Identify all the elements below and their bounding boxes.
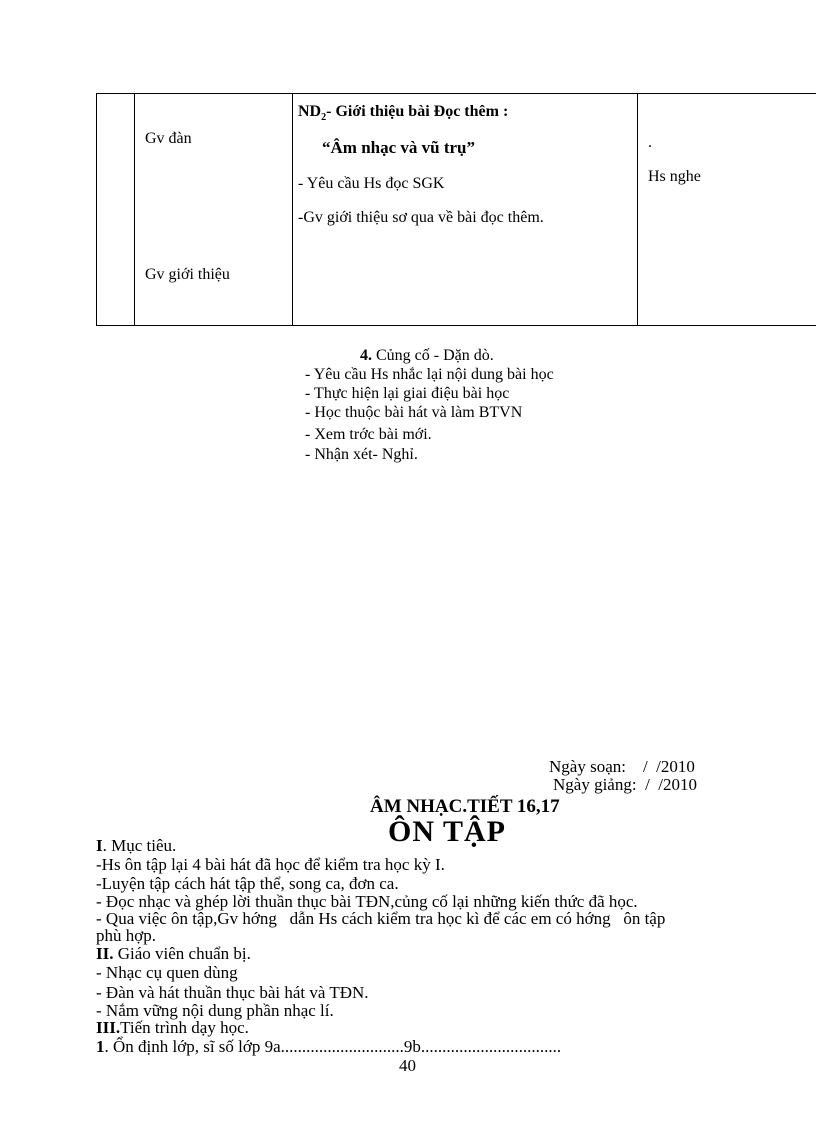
date-prepared: Ngày soạn: / /2010: [549, 757, 695, 776]
section-heading: I. Mục tiêu.: [96, 836, 177, 855]
list-item: - Đọc nhạc và ghép lời thuần thục bài TĐN,củng cố lại những kiến thức đã học.: [96, 892, 638, 911]
table-column-divider: [292, 93, 293, 326]
section-heading: III.Tiến trình dạy học.: [96, 1018, 249, 1037]
list-item: - Qua việc ôn tập,Gv hớng dẫn Hs cách kiểm tra học kì để các em có hớng ôn tập: [96, 909, 666, 928]
table-column-divider: [134, 93, 135, 326]
content-heading: $ND_2-$ Giới thiệu bài Đọc thêm :: [298, 103, 509, 124]
list-item: - Đàn và hát thuần thục bài hát và TĐN.: [96, 983, 369, 1002]
list-item: -Luyện tập cách hát tập thể, song ca, đơn ca.: [96, 874, 399, 893]
date-taught: Ngày giảng: / /2010: [553, 775, 698, 794]
student-action: Hs nghe: [648, 168, 701, 185]
page-number: 40: [399, 1056, 416, 1075]
lesson-title: ÂM NHẠC.TIẾT 16,17: [370, 796, 560, 817]
content-line: - Yêu cầu Hs đọc SGK: [298, 175, 445, 192]
list-item: - Nhận xét- Nghỉ.: [305, 446, 418, 463]
list-item: - Nắm vững nội dung phần nhạc lí.: [96, 1001, 334, 1020]
student-dot: .: [648, 134, 652, 151]
content-line: -Gv giới thiệu sơ qua về bài đọc thêm.: [298, 209, 544, 226]
list-item: phù hợp.: [96, 926, 156, 945]
list-item: - Yêu cầu Hs nhắc lại nội dung bài học: [305, 366, 554, 383]
consolidation-heading: 4. Củng cố - Dặn dò.: [360, 347, 494, 364]
list-item: - Nhạc cụ quen dùng: [96, 963, 238, 982]
lesson-subtitle: ÔN TẬP: [388, 815, 506, 848]
teacher-action-play: Gv đàn: [145, 130, 192, 147]
teacher-action-introduce: Gv giới thiệu: [145, 266, 230, 283]
list-item: - Xem trớc bài mới.: [305, 426, 432, 443]
reading-title: “Âm nhạc và vũ trụ”: [322, 138, 476, 157]
procedure-line: 1. Ổn định lớp, sĩ số lớp 9a.............................9b.................................: [96, 1037, 562, 1056]
list-item: -Hs ôn tập lại 4 bài hát đã học để kiểm tra học kỳ I.: [96, 855, 445, 874]
table-column-divider: [637, 93, 638, 326]
list-item: - Học thuộc bài hát và làm BTVN: [305, 404, 523, 421]
list-item: - Thực hiện lại giai điệu bài học: [305, 385, 510, 402]
section-heading: II. Giáo viên chuẩn bị.: [96, 944, 251, 963]
